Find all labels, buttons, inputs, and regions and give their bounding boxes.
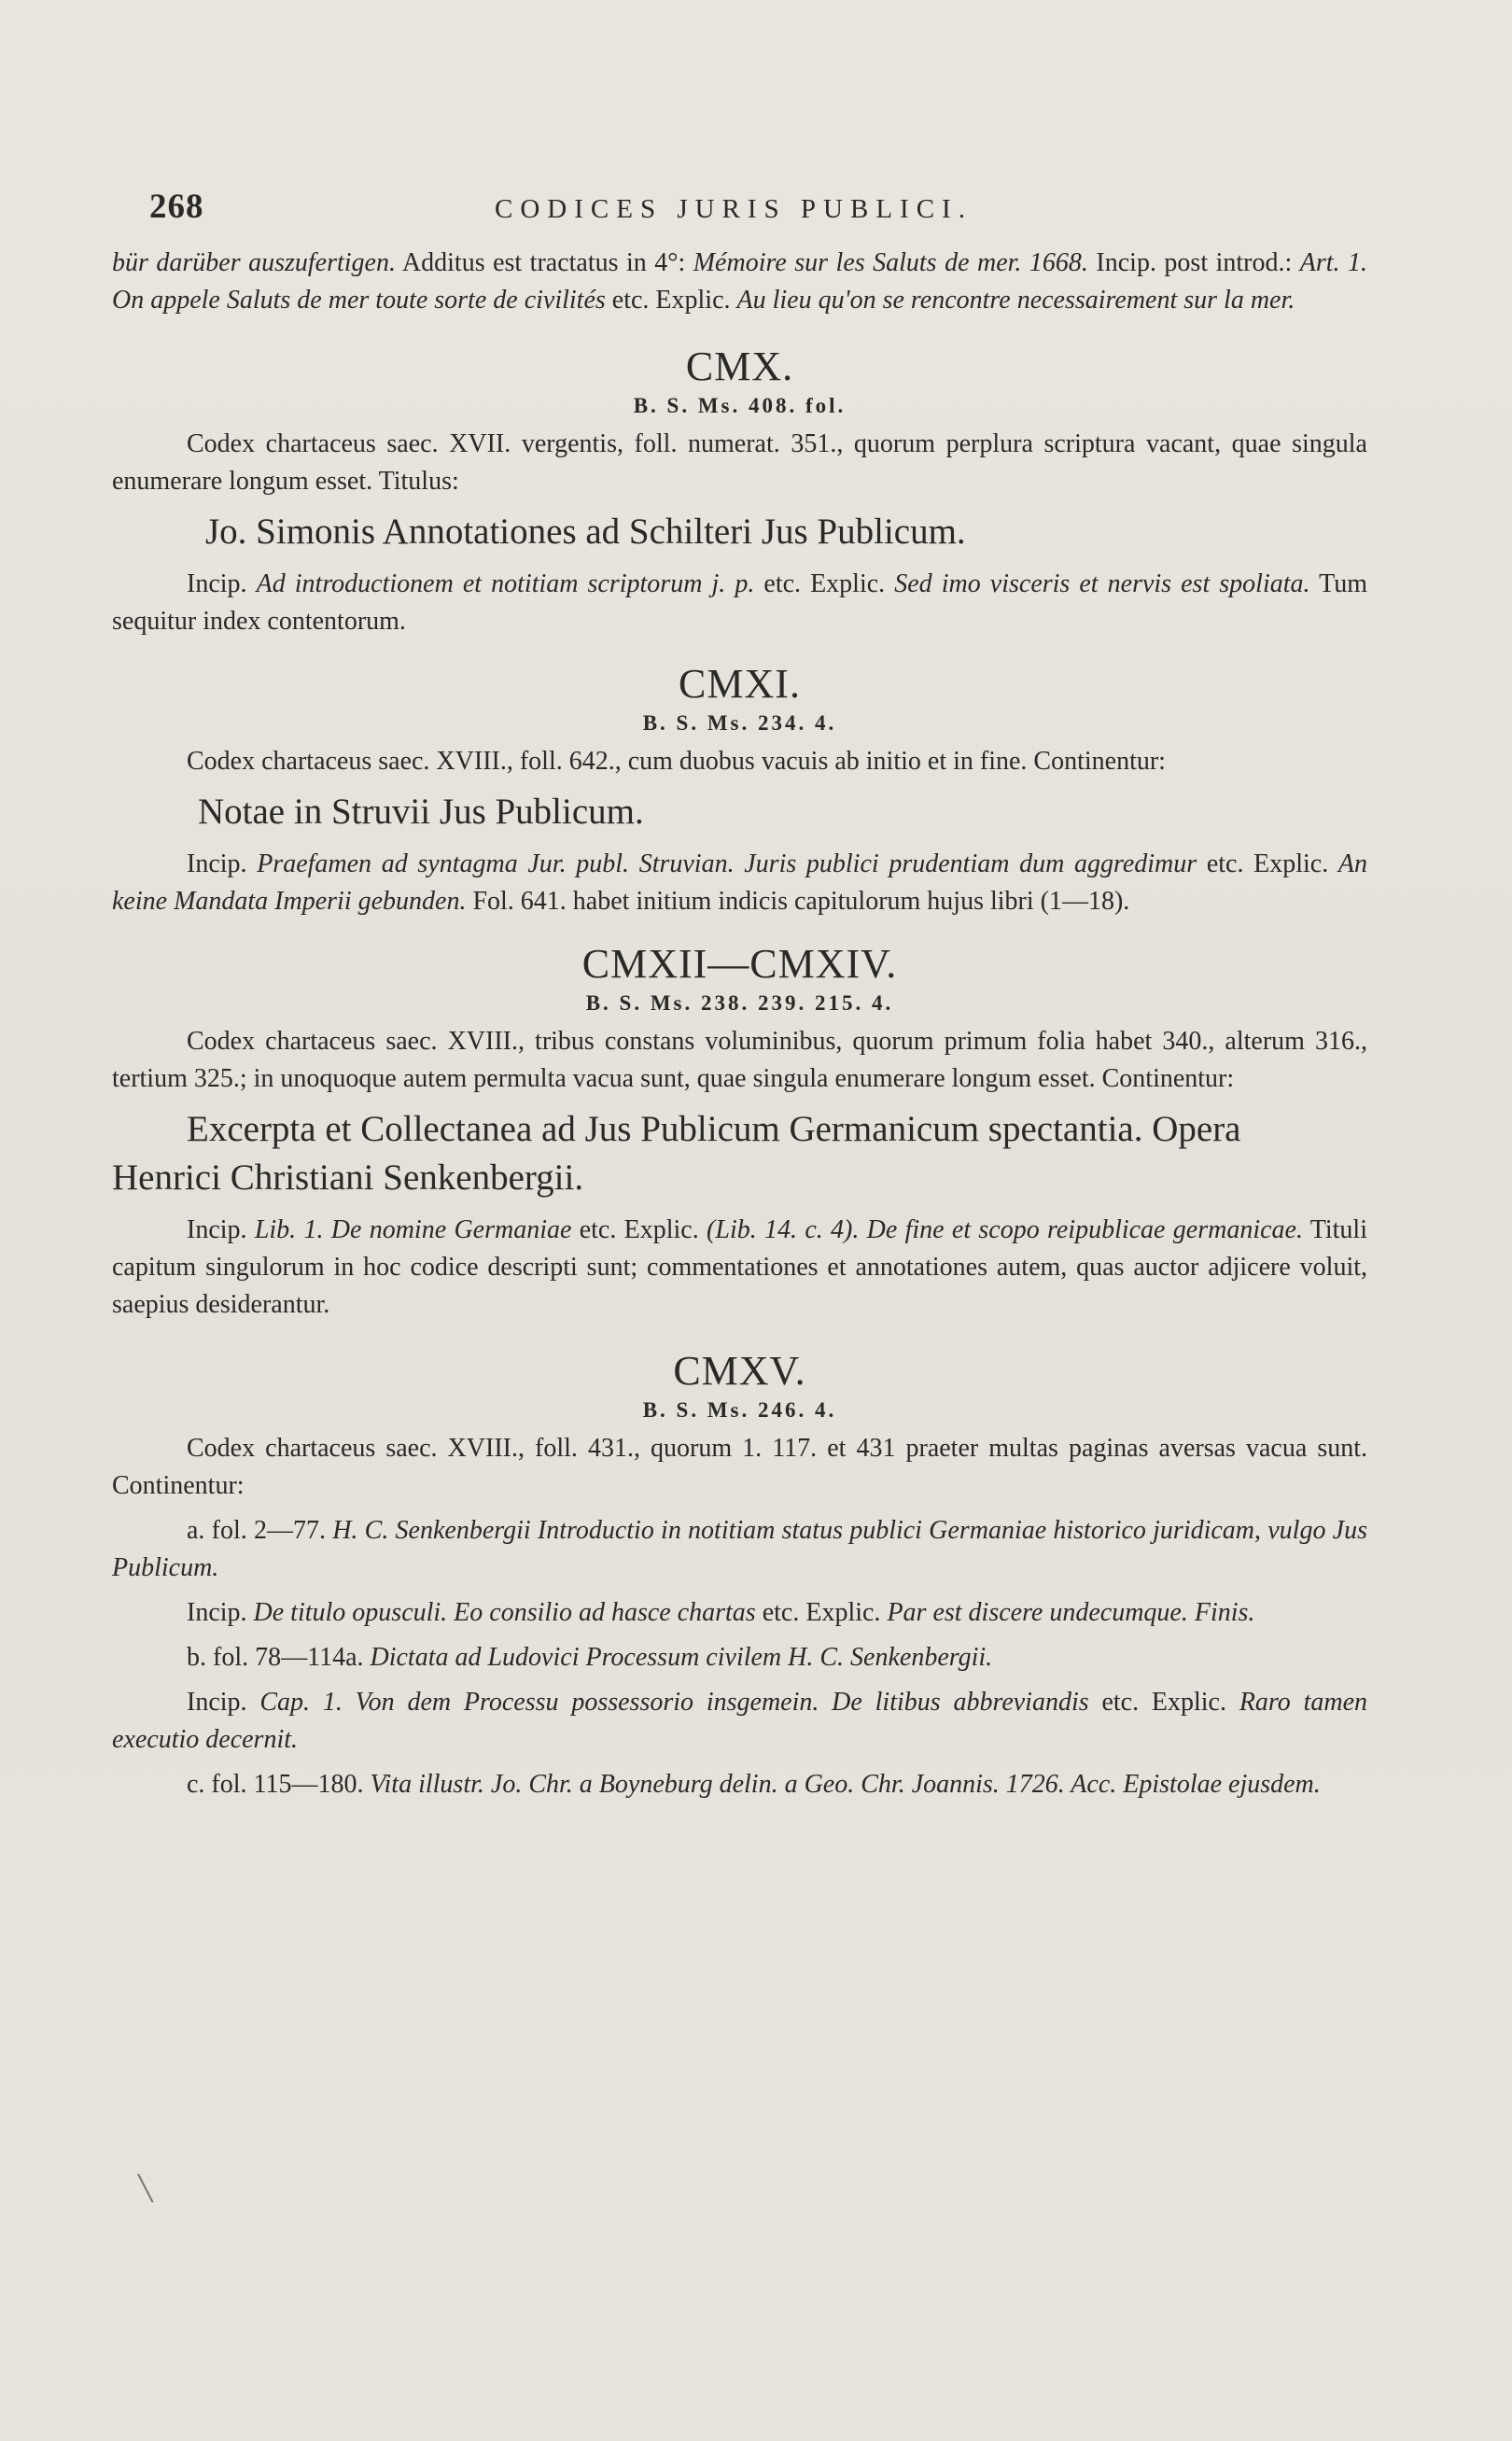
entry-heading: CMX. bbox=[685, 344, 794, 389]
running-header bbox=[112, 187, 1367, 239]
incipit: Cap. 1. Von dem Processu possessorio insgemein. De litibus abbreviandis bbox=[259, 1688, 1089, 1717]
continuation-paragraph bbox=[112, 245, 1367, 319]
incip-label: Incip. bbox=[187, 849, 258, 878]
codex-description: Codex chartaceus saec. XVIII., foll. 431., quorum 1. 117. et 431 praeter multas paginas aversas vacua sunt. Continentur: bbox=[112, 1434, 1367, 1500]
explic-label: etc. Explic. bbox=[1088, 1688, 1239, 1717]
incip-label: Incip. bbox=[187, 569, 257, 598]
shelfmark: B. S. Ms. 238. 239. 215. 4. bbox=[585, 991, 894, 1015]
item-b-folios: b. fol. 78—114a. bbox=[187, 1643, 371, 1672]
incipit: Ad introductionem et notitiam scriptorum j. p. bbox=[256, 569, 755, 598]
content-item-c bbox=[112, 1766, 1367, 1803]
continuation-title: Mémoire sur les Saluts de mer. 1668. bbox=[693, 248, 1088, 277]
continuation-incip: Art. 1. On appele Saluts de mer toute sorte de civilités bbox=[112, 248, 1368, 315]
incipit-explicit bbox=[112, 846, 1367, 920]
work-title: Notae in Struvii Jus Publicum. bbox=[198, 792, 644, 832]
explic-label: etc. Explic. bbox=[571, 1215, 707, 1244]
entry-note: Tum sequitur index contentorum. bbox=[112, 569, 1367, 636]
shelfmark: B. S. Ms. 408. fol. bbox=[633, 394, 847, 417]
explicit: Raro tamen executio decernit. bbox=[112, 1688, 1368, 1754]
explicit: Sed imo visceris et nervis est spoliata. bbox=[894, 569, 1310, 598]
item-b-incipit-explicit bbox=[112, 1684, 1367, 1759]
content-item-a bbox=[112, 1512, 1367, 1587]
incip-label: Incip. bbox=[187, 1215, 255, 1244]
continuation-text: Additus est tractatus in 4°: bbox=[395, 248, 693, 277]
item-a-title: H. C. Senkenbergii Introductio in notitiam status publici Germaniae historico juridicam, vulgo Jus Publicum. bbox=[112, 1516, 1368, 1582]
running-title: CODICES JURIS PUBLICI. bbox=[495, 194, 973, 224]
entry-cmxv bbox=[112, 1348, 1367, 1803]
entry-note: Fol. 641. habet initium indicis capitulorum hujus libri (1—18). bbox=[466, 887, 1130, 916]
work-title: Jo. Simonis Annotationes ad Schilteri Jus Publicum. bbox=[205, 512, 966, 552]
explic-label: etc. Explic. bbox=[755, 1598, 888, 1627]
stray-mark: ╲ bbox=[138, 2175, 153, 2202]
incipit-explicit bbox=[112, 1212, 1367, 1324]
item-b-title: Dictata ad Ludovici Processum civilem H. C. Senkenbergii. bbox=[370, 1643, 993, 1672]
codex-description: Codex chartaceus saec. XVIII., tribus constans voluminibus, quorum primum folia habet 340., alterum 316., tertium 325.; in unoquoque autem permulta vacua sunt, quae singula enumerare longum esset. Continentur: bbox=[112, 1027, 1367, 1093]
item-c-folios: c. fol. 115—180. bbox=[187, 1770, 371, 1799]
incipit: Lib. 1. De nomine Germaniae bbox=[254, 1215, 572, 1244]
incipit: De titulo opusculi. Eo consilio ad hasce chartas bbox=[253, 1598, 756, 1627]
explicit: An keine Mandata Imperii gebunden. bbox=[112, 849, 1367, 916]
entry-note: Tituli capitum singulorum in hoc codice descripti sunt; commentationes et annotationes autem, quas auctor adjicere voluit, saepius desiderantur. bbox=[112, 1215, 1367, 1319]
continuation-explic-label: etc. Explic. bbox=[605, 286, 737, 315]
continuation-explic: Au lieu qu'on se rencontre necessairement sur la mer. bbox=[736, 286, 1295, 315]
continuation-incip-label: Incip. post introd.: bbox=[1087, 248, 1300, 277]
incip-label: Incip. bbox=[187, 1598, 254, 1627]
entry-cmx bbox=[112, 344, 1367, 640]
item-a-folios: a. fol. 2—77. bbox=[187, 1516, 333, 1545]
incipit: Praefamen ad syntagma Jur. publ. Struvian. Juris publici prudentiam dum aggredimur bbox=[257, 849, 1197, 878]
codex-description: Codex chartaceus saec. XVIII., foll. 642., cum duobus vacuis ab initio et in fine. Continentur: bbox=[187, 747, 1166, 776]
incip-label: Incip. bbox=[187, 1688, 260, 1717]
page-content bbox=[112, 187, 1367, 1803]
entry-heading: CMXV. bbox=[673, 1348, 806, 1394]
page-number: 268 bbox=[149, 188, 204, 226]
work-title: Excerpta et Collectanea ad Jus Publicum Germanicum spectantia. Opera Henrici Christiani Senkenbergii. bbox=[112, 1109, 1241, 1198]
content-item-b bbox=[112, 1639, 1367, 1676]
explicit: (Lib. 14. c. 4). De fine et scopo reipublicae germanicae. bbox=[707, 1215, 1303, 1244]
incipit-explicit bbox=[112, 566, 1367, 640]
item-c-title: Vita illustr. Jo. Chr. a Boyneburg delin. a Geo. Chr. Joannis. 1726. Acc. Epistolae ejusdem. bbox=[370, 1770, 1321, 1799]
shelfmark: B. S. Ms. 234. 4. bbox=[642, 711, 837, 735]
codex-description: Codex chartaceus saec. XVII. vergentis, foll. numerat. 351., quorum perplura scriptura vacant, quae singula enumerare longum esset. Titulus: bbox=[112, 429, 1367, 496]
entry-cmxii-cmxiv bbox=[112, 941, 1367, 1324]
explic-label: etc. Explic. bbox=[1197, 849, 1338, 878]
entry-cmxi bbox=[112, 661, 1367, 920]
shelfmark: B. S. Ms. 246. 4. bbox=[642, 1398, 837, 1422]
explicit: Par est discere undecumque. Finis. bbox=[887, 1598, 1255, 1627]
entry-heading: CMXI. bbox=[679, 661, 801, 707]
item-a-incipit-explicit bbox=[112, 1594, 1367, 1632]
entry-heading: CMXII—CMXIV. bbox=[581, 941, 898, 987]
continuation-lead: bür darüber auszufertigen. bbox=[112, 248, 396, 277]
explic-label: etc. Explic. bbox=[754, 569, 895, 598]
